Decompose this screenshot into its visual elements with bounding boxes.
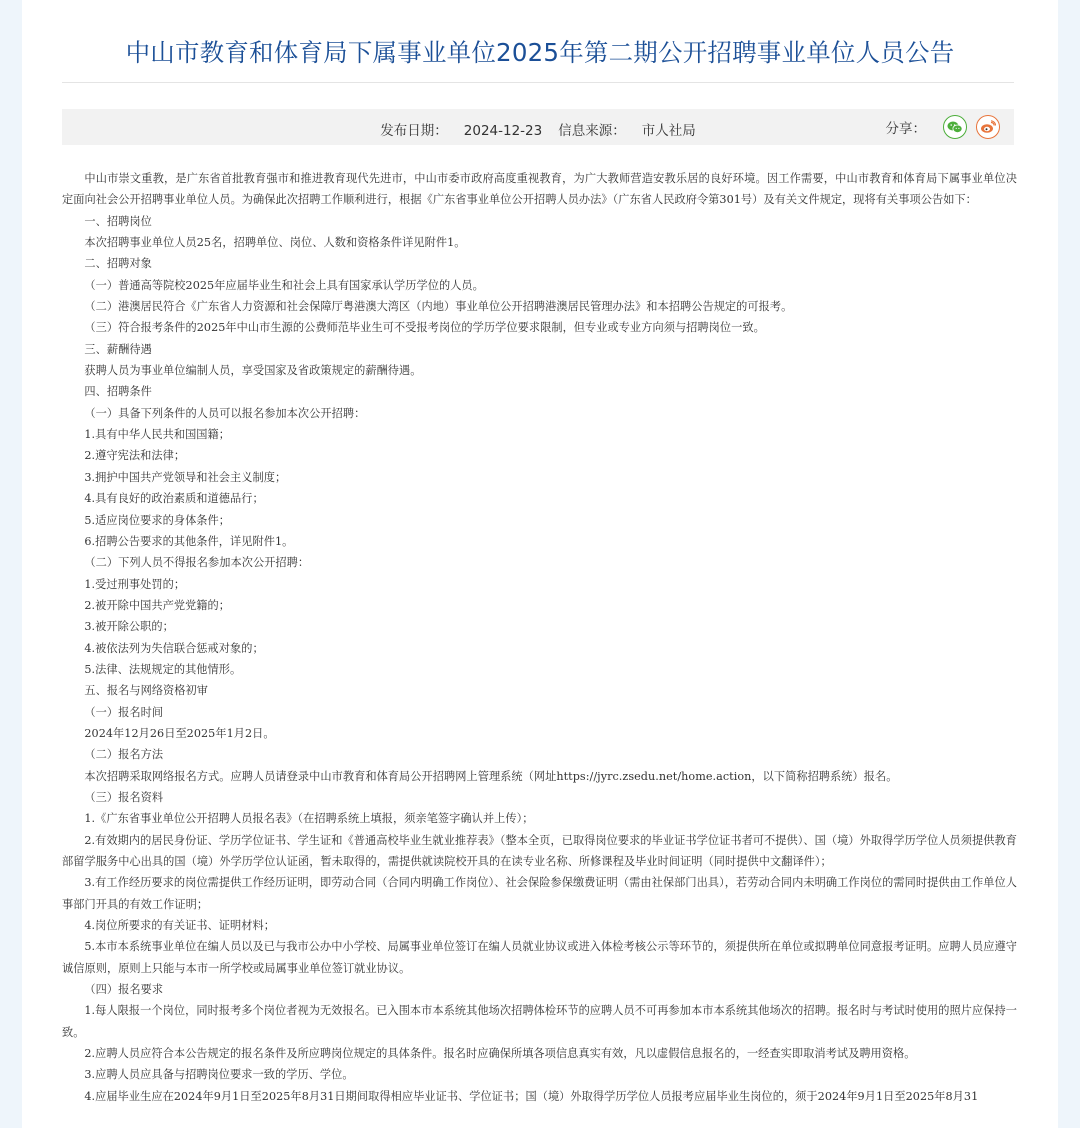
body-paragraph: 三、薪酬待遇 bbox=[84, 342, 152, 356]
body-paragraph: 2024年12月26日至2025年1月2日。 bbox=[84, 726, 275, 740]
publish-date bbox=[380, 123, 542, 139]
body-paragraph: （二）报名方法 bbox=[84, 748, 164, 762]
meta-info bbox=[62, 119, 1014, 139]
body-paragraph: 2.有效期内的居民身份证、学历学位证书、学生证和《普通高校毕业生就业推荐表》（整本全页，已取得岗位要求的毕业证书学位证书者可不提供）、国（境）外取得学历学位人员须提供教育部留学服务中心出具的国（境）外学历学位认证函，暂未取得的，需提供就读院校开具的在读专业名称、所修课程及毕业时间证明（同时提供中文翻译件）； bbox=[62, 833, 1017, 868]
body-paragraph: 4.应届毕业生应在2024年9月1日至2025年8月31日期间取得相应毕业证书、学位证书；国（境）外取得学历学位人员报考应届毕业生岗位的，须于2024年9月1日至2025年8月31 bbox=[84, 1089, 979, 1103]
source-label: 信息来源： bbox=[558, 123, 626, 139]
weibo-share-button[interactable] bbox=[976, 115, 1000, 139]
article-meta-bar bbox=[62, 109, 1014, 145]
wechat-share-button[interactable] bbox=[943, 115, 967, 139]
body-paragraph: 3.有工作经历要求的岗位需提供工作经历证明，即劳动合同（合同内明确工作岗位）、社会保险参保缴费证明（需由社保部门出具），若劳动合同内未明确工作岗位的需同时提供由工作单位人事部门开具的有效工作证明； bbox=[62, 876, 1017, 911]
body-paragraph: 2.被开除中国共产党党籍的； bbox=[84, 598, 231, 612]
body-paragraph: 3.应聘人员应具备与招聘岗位要求一致的学历、学位。 bbox=[84, 1068, 354, 1082]
body-paragraph: 6.招聘公告要求的其他条件，详见附件1。 bbox=[84, 534, 294, 548]
title-divider bbox=[62, 82, 1014, 83]
body-paragraph: 1.受过刑事处罚的； bbox=[84, 577, 186, 591]
info-source bbox=[558, 123, 696, 139]
share-label: 分享： bbox=[885, 121, 926, 137]
body-paragraph: 1.具有中华人民共和国国籍； bbox=[84, 428, 231, 442]
article-body bbox=[62, 168, 1017, 1107]
body-paragraph: 1.每人限报一个岗位，同时报考多个岗位者视为无效报名。已入围本市本系统其他场次招聘体检环节的应聘人员不可再参加本市本系统其他场次的招聘。报名时与考试时使用的照片应保持一致。 bbox=[62, 1004, 1017, 1039]
body-paragraph: （一）具备下列条件的人员可以报名参加本次公开招聘： bbox=[84, 406, 366, 420]
body-paragraph: 本次招聘采取网络报名方式。应聘人员请登录中山市教育和体育局公开招聘网上管理系统（网址https://jyrc.zsedu.net/home.action，以下简称招聘系统）报名。 bbox=[84, 769, 898, 783]
body-paragraph: 获聘人员为事业单位编制人员，享受国家及省政策规定的薪酬待遇。 bbox=[84, 364, 422, 378]
body-paragraph: （三）报名资料 bbox=[84, 790, 164, 804]
body-paragraph: 5.本市本系统事业单位在编人员以及已与我市公办中小学校、局属事业单位签订在编人员就业协议或进入体检考核公示等环节的，须提供所在单位或拟聘单位同意报考证明。应聘人员应遵守诚信原则，原则上只能与本市一所学校或局属事业单位签订就业协议。 bbox=[62, 940, 1017, 975]
body-paragraph: （四）报名要求 bbox=[84, 983, 164, 997]
body-paragraph: （三）符合报考条件的2025年中山市生源的公费师范毕业生可不受报考岗位的学历学位要求限制，但专业或专业方向须与招聘岗位一致。 bbox=[84, 321, 765, 335]
body-paragraph: （一）报名时间 bbox=[84, 705, 164, 719]
share-bar bbox=[886, 115, 1001, 139]
body-paragraph: 4.岗位所要求的有关证书、证明材料； bbox=[84, 919, 275, 933]
article-page bbox=[22, 0, 1058, 1128]
body-paragraph: 中山市崇文重教，是广东省首批教育强市和推进教育现代先进市，中山市委市政府高度重视教育，为广大教师营造安教乐居的良好环境。因工作需要，中山市教育和体育局下属事业单位决定面向社会公开招聘事业单位人员。为确保此次招聘工作顺利进行，根据《广东省事业单位公开招聘人员办法》（广东省人民政府令第301号）及有关文件规定，现将有关事项公告如下： bbox=[62, 172, 1017, 207]
weibo-icon bbox=[980, 120, 996, 134]
article-title: 中山市教育和体育局下属事业单位2025年第二期公开招聘事业单位人员公告 bbox=[125, 38, 955, 67]
body-paragraph: 五、报名与网络资格初审 bbox=[84, 684, 209, 698]
publish-date-label: 发布日期： bbox=[380, 123, 448, 139]
body-paragraph: 5.适应岗位要求的身体条件； bbox=[84, 513, 231, 527]
wechat-icon bbox=[947, 120, 963, 134]
body-paragraph: 1.《广东省事业单位公开招聘人员报名表》（在招聘系统上填报，须亲笔签字确认并上传）； bbox=[84, 812, 534, 826]
body-paragraph: （二）下列人员不得报名参加本次公开招聘： bbox=[84, 556, 310, 570]
body-paragraph: 一、招聘岗位 bbox=[84, 214, 152, 228]
body-paragraph: 2.应聘人员应符合本公告规定的报名条件及所应聘岗位规定的具体条件。报名时应确保所填各项信息真实有效，凡以虚假信息报名的，一经查实即取消考试及聘用资格。 bbox=[84, 1047, 916, 1061]
body-paragraph: 3.被开除公职的； bbox=[84, 620, 174, 634]
body-paragraph: 4.被依法列为失信联合惩戒对象的； bbox=[84, 641, 264, 655]
body-paragraph: （一）普通高等院校2025年应届毕业生和社会上具有国家承认学历学位的人员。 bbox=[84, 278, 484, 292]
body-paragraph: 2.遵守宪法和法律； bbox=[84, 449, 186, 463]
body-paragraph: 5.法律、法规规定的其他情形。 bbox=[84, 662, 242, 676]
body-paragraph: 四、招聘条件 bbox=[84, 385, 152, 399]
body-paragraph: 二、招聘对象 bbox=[84, 257, 152, 271]
source-value: 市人社局 bbox=[641, 123, 696, 139]
body-paragraph: 4.具有良好的政治素质和道德品行； bbox=[84, 492, 264, 506]
publish-date-value: 2024-12-23 bbox=[463, 123, 543, 139]
body-paragraph: （二）港澳居民符合《广东省人力资源和社会保障厅粤港澳大湾区（内地）事业单位公开招聘港澳居民管理办法》和本招聘公告规定的可报考。 bbox=[84, 300, 793, 314]
body-paragraph: 3.拥护中国共产党领导和社会主义制度； bbox=[84, 470, 287, 484]
body-paragraph: 本次招聘事业单位人员25名，招聘单位、岗位、人数和资格条件详见附件1。 bbox=[84, 236, 466, 250]
